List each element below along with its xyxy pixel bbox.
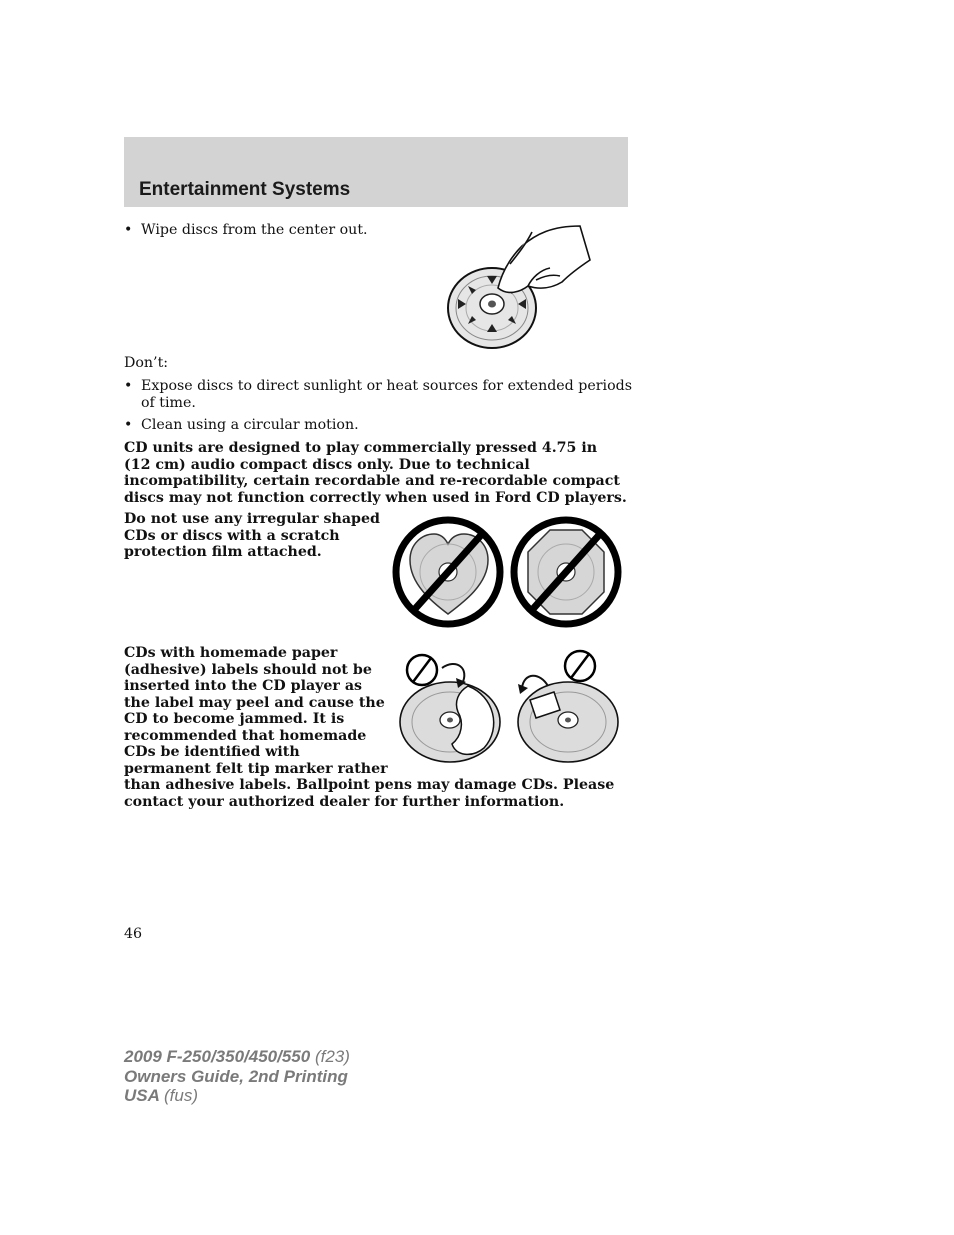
wipe-disc-illustration — [440, 220, 595, 370]
bullet-text: Clean using a circular motion. — [141, 417, 359, 433]
footer-edition: Owners Guide, 2nd Printing — [124, 1066, 348, 1086]
footer-model: 2009 F-250/350/450/550 — [124, 1047, 311, 1066]
bullet-sunlight — [124, 378, 632, 414]
footer-model-code: (f23) — [314, 1047, 350, 1066]
warning-line: recommended that homemade — [124, 727, 367, 744]
warning-line: inserted into the CD player as — [124, 678, 363, 694]
warning-line: contact your authorized dealer for further information. — [124, 793, 565, 810]
warning-line: (adhesive) labels should not be — [124, 661, 372, 678]
no-icon — [407, 655, 437, 685]
no-octagon-disc-icon — [514, 520, 618, 624]
warning-line: than adhesive labels. Ballpoint pens may damage CDs. Please — [124, 777, 615, 793]
warning-line: CD units are designed to play commercially pressed 4.75 in — [124, 440, 598, 456]
bullet-text: Expose discs to direct sunlight or heat sources for extended periods — [141, 378, 632, 394]
no-icon — [565, 651, 595, 681]
adhesive-label-illustration — [398, 646, 624, 766]
warning-line: CDs with homemade paper — [124, 645, 338, 661]
warning-line: incompatibility, certain recordable and re-recordable compact — [124, 473, 620, 489]
warning-line: Do not use any irregular shaped — [124, 511, 380, 527]
irregular-disc-illustration — [392, 514, 624, 632]
irregular-disc-warning — [124, 511, 384, 561]
warning-line: the label may peel and cause the — [124, 694, 385, 711]
bullet-dot: • — [124, 222, 133, 238]
bullet-text: Wipe discs from the center out. — [141, 222, 368, 238]
warning-line: discs may not function correctly when used in Ford CD players. — [124, 489, 627, 506]
bullet-dot: • — [124, 417, 133, 433]
section-header-band — [124, 137, 628, 207]
document-footer — [124, 1047, 350, 1106]
no-heart-disc-icon — [396, 520, 500, 624]
cd-units-warning — [124, 440, 627, 506]
warning-line: CDs be identified with — [124, 744, 300, 760]
warning-line: protection film attached. — [124, 544, 322, 560]
warning-line: CDs or discs with a scratch — [124, 527, 340, 544]
page-number: 46 — [124, 926, 143, 942]
bullet-text-continued: of time. — [141, 395, 196, 411]
footer-region-code: (fus) — [164, 1086, 198, 1105]
footer-region: USA — [124, 1086, 160, 1105]
dont-label: Don’t: — [124, 355, 169, 371]
warning-line: permanent felt tip marker rather — [124, 760, 388, 777]
label-sticker-disc-icon — [518, 676, 618, 762]
warning-line: (12 cm) audio compact discs only. Due to technical — [124, 456, 530, 473]
warning-line: CD to become jammed. It is — [124, 711, 345, 727]
section-title: Entertainment Systems — [139, 179, 351, 200]
bullet-dot: • — [124, 378, 133, 394]
hand-icon — [498, 226, 590, 292]
